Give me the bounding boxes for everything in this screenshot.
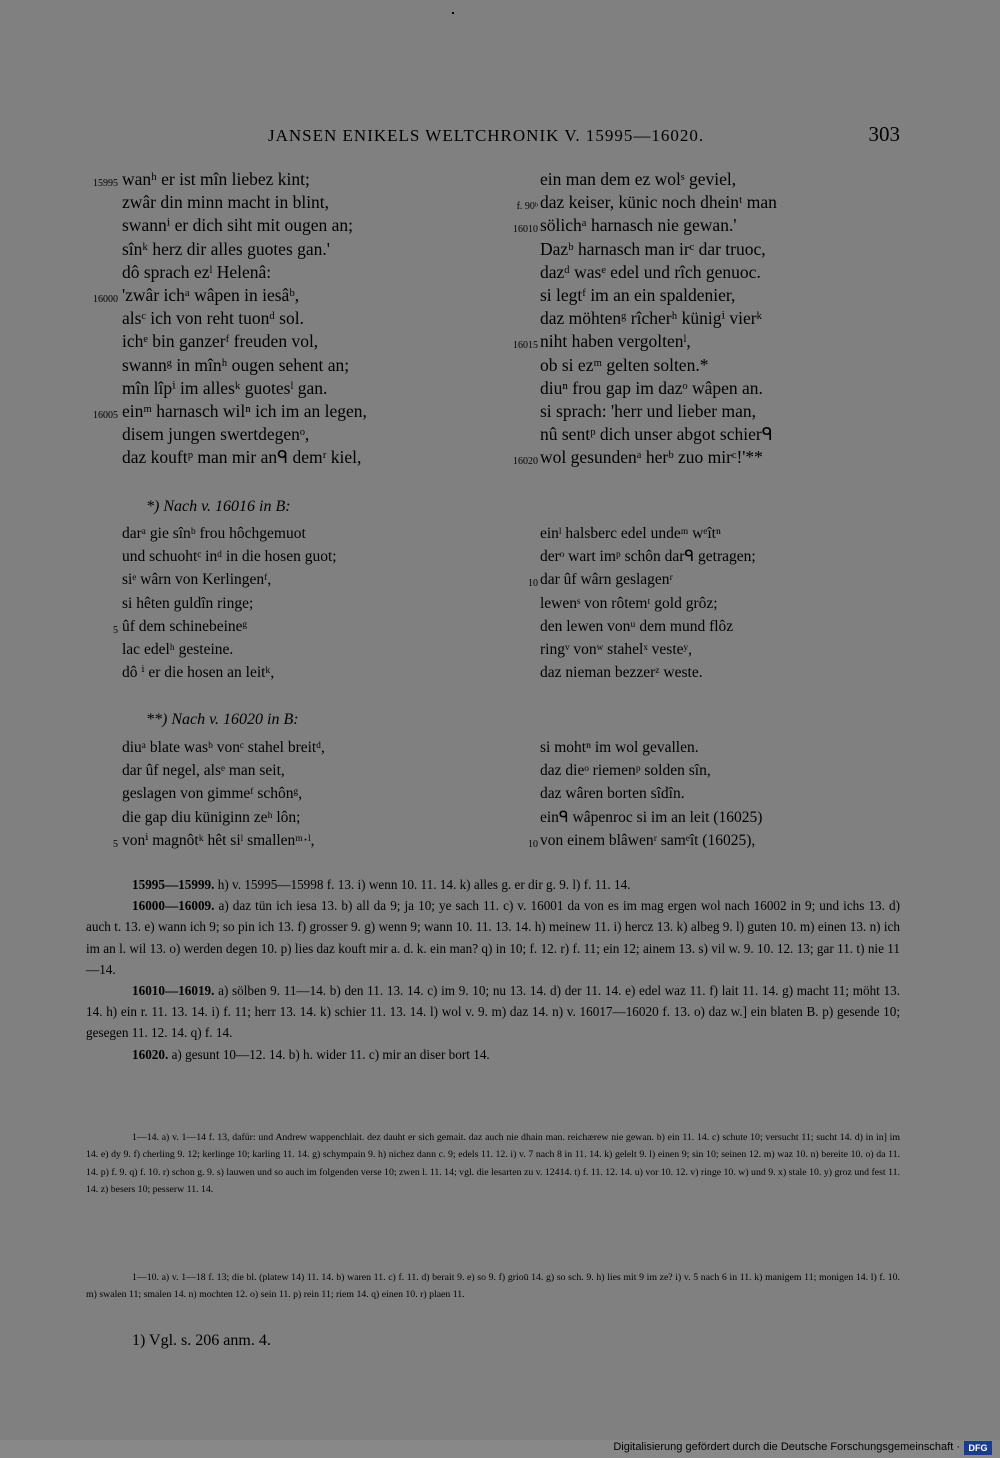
verse-number: 16015 xyxy=(513,340,538,352)
critical-apparatus xyxy=(86,874,900,1065)
verse-line xyxy=(540,238,777,261)
verse-line xyxy=(540,261,777,284)
verse-text: einˡ halsberc edel undeᵐ wᵉîtⁿ xyxy=(540,525,721,542)
verse-number: 15995 xyxy=(93,178,118,189)
footer-funding-text: Digitalisierung gefördert durch die Deutsche Forschungsgemeinschaft · xyxy=(613,1441,960,1453)
verse-text: daz nieman bezzerᶻ weste. xyxy=(540,664,703,682)
verse-text: si sprach: 'herr und lieber man, xyxy=(540,400,756,421)
verse-text: dar ûf wârn geslagenʳ xyxy=(540,571,673,589)
verse-number: 10 xyxy=(528,838,538,850)
verse-text: si legtᶠ im an ein spaldenier, xyxy=(540,284,736,305)
note1-column-left xyxy=(113,522,337,684)
verse-line xyxy=(122,545,337,568)
verse-line xyxy=(513,446,777,469)
verse-line xyxy=(93,400,367,423)
verse-line xyxy=(540,759,762,782)
verse-text: daz keiser, künic noch dheinᵗ man xyxy=(540,192,777,213)
verse-line xyxy=(113,615,337,638)
note1-column-right xyxy=(528,522,756,684)
verse-text: einᑫ wâpenroc si im an leit (16025) xyxy=(540,808,763,826)
verse-line xyxy=(540,736,762,759)
speck xyxy=(452,12,454,14)
verse-number: 10 xyxy=(528,578,538,590)
verse-text: ringᵛ vonʷ stahelˣ vesteʸ, xyxy=(540,640,692,658)
apparatus-text: a) sölben 9. 11—14. b) den 11. 13. 14. c) im 9. 10; nu 13. 14. d) der 11. 14. e) edel waz 11. f) lait 11. 14. g) macht 11; möht 13. 14. h) ein r. 11. 13. 14. i) f. 11; herr 13. 14. k) schier 11. 13. 14. l) wol v. 9. m) daz 14. n) v. 16017—16020 f. 13. o) daz w.] ein blaten B. p) gesende 10; gesegen 11. 12. 14. q) f. 14. xyxy=(86,983,900,1041)
verse-line xyxy=(540,806,762,829)
verse-text: si mohtⁿ im wol gevallen. xyxy=(540,739,699,756)
verse-text: von einem blâwenʳ samᵉît (16025), xyxy=(540,831,756,849)
variant-paragraph: 1—14. a) v. 1—14 f. 13, dafür: und Andrew wappenchlait. dez dauht er sich gemait. daz auch nie dhain man. reichærew nie gewan. b) ein 11. 14. c) schute 10; versucht 11; sucht 14. d) in in] im 14. e) dy 9. f) cherling 9. 12; kerlinge 10; karling 11. 14. g) schympain 9. h) nichez dann c. 9; edels 11. 12. i) v. 7 nach 8 in 11. 14. k) gelelt 9. l) einen 9; sin 10; seinen 12. m) waz 10. n) bereite 10. o) da 11. 14. p) f. 9. q) f. 10. r) schon g. 9. s) lauwen und so auch im folgenden verse 10; zwen l. 11. 14; vgl. die lesarten zu v. 12414. t) f. 11. 12. 14. u) vor 10. 12. v) ringe 10. w) und 9. x) stale 10. y) groz und fest 11. 14. z) besers 10; pesserw 11. 14. xyxy=(86,1132,900,1195)
verse-text: siᵉ wârn von Kerlingenᶠ, xyxy=(122,571,272,589)
footer-bar xyxy=(0,1440,1000,1458)
verse-line xyxy=(122,191,367,214)
verse-line xyxy=(540,377,777,400)
apparatus-entry xyxy=(86,980,900,1044)
verse-text: swannⁱ er dich siht mit ougen an; xyxy=(122,215,353,236)
verse-line xyxy=(540,522,756,545)
verse-line xyxy=(540,638,756,661)
verse-line xyxy=(540,354,777,377)
verse-text: niht haben vergoltenˡ, xyxy=(540,331,691,352)
verse-number: f. 90ᵇ xyxy=(516,201,538,213)
verse-line xyxy=(540,782,762,805)
page-number: 303 xyxy=(868,122,900,146)
verse-text: lac edelʰ gesteine. xyxy=(122,640,234,658)
verse-column-left xyxy=(93,168,367,469)
verse-number: 5 xyxy=(113,624,118,636)
apparatus-text: a) daz tün ich iesa 13. b) all da 9; ja 10; ye sach 11. c) v. 16001 da von es im mag ergen wol nach 16002 in 9; und ichs 13. d) auch t. 13. e) wann ich 9; so pin ich 13. f) grosser 9. g) wenn 9; wann 10. 11. 13. 14. h) meinew 11. i) hercz 13. k) albeg 9. l) guten 10. m) einen 13. n) ich im an l. wil 13. o) werden degen 10. p) lies daz kouft mir a. d. k. ein man? q) in 10; f. 12. r) f. 11; ein 12; ainem 13. s) vil w. 9. 10. 12. 13; gar 11. t) nie 11—14. xyxy=(86,898,901,977)
verse-text: darᵃ gie sînᵇ frou hôchgemuot xyxy=(122,525,306,542)
verse-text: swannᵍ in mînʰ ougen sehent an; xyxy=(122,354,350,375)
verse-text: wol gesundenᵃ herᵇ zuo mirᶜ!'** xyxy=(540,447,763,468)
note2-column-right xyxy=(528,736,763,852)
running-header xyxy=(0,122,1000,152)
verse-text: daz kouftᵖ man mir anᑫ demʳ kiel, xyxy=(122,447,362,468)
verse-line xyxy=(122,568,337,591)
verse-text: dar ûf negel, alsᵉ man seit, xyxy=(122,762,285,780)
verse-text: sînᵏ herz dir alles guotes gan.' xyxy=(122,238,330,259)
verse-line xyxy=(540,615,756,638)
verse-line xyxy=(122,782,325,805)
note1-variants xyxy=(86,1129,900,1198)
note2-variants xyxy=(86,1269,900,1304)
verse-text: mîn lîpⁱ im allesᵏ guotesˡ gan. xyxy=(122,377,328,398)
verse-text: zwâr din minn macht in blint, xyxy=(122,192,330,213)
note2-heading: **) Nach v. 16020 in B: xyxy=(146,711,299,728)
verse-line xyxy=(122,638,337,661)
apparatus-text: h) v. 15995—15998 f. 13. i) wenn 10. 11. 14. k) alles g. er dir g. 9. l) f. 11. 14. xyxy=(217,877,631,892)
verse-text: 'zwâr ichᵃ wâpen in iesâᵇ, xyxy=(122,284,300,305)
note1-heading: *) Nach v. 16016 in B: xyxy=(146,498,291,515)
verse-line xyxy=(122,806,325,829)
verse-line xyxy=(122,759,325,782)
verse-text: ein man dem ez wolˢ geviel, xyxy=(540,169,737,189)
verse-line xyxy=(540,168,777,191)
verse-line xyxy=(540,284,777,307)
verse-line xyxy=(93,284,367,307)
verse-line xyxy=(122,423,367,446)
verse-text: ûf dem schinebeineᵍ xyxy=(122,617,248,635)
verse-line xyxy=(540,592,756,615)
footnote: 1) Vgl. s. 206 anm. 4. xyxy=(132,1332,271,1349)
verse-text: diuᵃ blate wasᵇ vonᶜ stahel breitᵈ, xyxy=(122,739,325,756)
verse-text: dô sprach ezˡ Helenâ: xyxy=(122,261,272,282)
verse-line xyxy=(540,423,777,446)
verse-line xyxy=(513,330,777,353)
verse-text: geslagen von gimmeᶠ schônᵍ, xyxy=(122,785,303,803)
running-title: JANSEN ENIKELS WELTCHRONIK V. 15995—16020. xyxy=(268,126,705,145)
verse-line xyxy=(122,307,367,330)
apparatus-text: a) gesunt 10—12. 14. b) h. wider 11. c) mir an diser bort 14. xyxy=(171,1046,490,1062)
verse-line xyxy=(540,661,756,684)
verse-text: sölichᵃ harnasch nie gewan.' xyxy=(540,215,737,236)
verse-line xyxy=(513,214,777,237)
verse-line xyxy=(122,238,367,261)
verse-number: 16020 xyxy=(513,456,538,468)
verse-text: ob si ezᵐ gelten solten.* xyxy=(540,354,709,375)
verse-line xyxy=(528,568,756,591)
apparatus-lead: 16000—16009. xyxy=(132,898,215,914)
verse-text: daz dieᵒ riemenᵖ solden sîn, xyxy=(540,762,711,780)
verse-line xyxy=(516,191,777,214)
verse-text: diuⁿ frou gap im dazᵒ wâpen an. xyxy=(540,377,763,398)
verse-number: 16000 xyxy=(93,293,118,305)
verse-line xyxy=(122,736,325,759)
verse-number: 16005 xyxy=(93,409,118,421)
verse-text: disem jungen swertdegenᵒ, xyxy=(122,424,310,445)
apparatus-entry xyxy=(86,1044,900,1065)
verse-line xyxy=(122,446,367,469)
apparatus-entry xyxy=(86,895,900,980)
verse-text: die gap diu küniginn zeʰ lôn; xyxy=(122,808,301,826)
variant-paragraph: 1—10. a) v. 1—18 f. 13; die bl. (platew 14) 11. 14. b) waren 11. c) f. 11. d) berait 9. e) so 9. f) grioū 14. g) so sch. 9. h) lies mit 9 im ze? i) v. 5 nach 6 in 11. k) manigem 11; monigen 14. l) f. 10. m) swalen 11; smalen 14. n) mochten 12. o) sein 11. p) rein 11; riem 14. q) einen 10. r) plaen 11. xyxy=(86,1272,900,1301)
verse-text: Dazᵇ harnasch man irᶜ dar truoc, xyxy=(540,238,766,259)
verse-line xyxy=(540,307,777,330)
dfg-logo: DFG xyxy=(964,1441,992,1455)
verse-text: dô ⁱ er die hosen an leitᵏ, xyxy=(122,664,275,682)
verse-column-right xyxy=(513,168,777,469)
verse-text: si hêten guldîn ringe; xyxy=(122,594,254,612)
verse-text: und schuohtᶜ inᵈ in die hosen guot; xyxy=(122,548,337,566)
note2-column-left xyxy=(113,736,325,852)
verse-line xyxy=(122,330,367,353)
verse-line xyxy=(122,354,367,377)
verse-line xyxy=(122,592,337,615)
verse-line xyxy=(528,829,762,852)
verse-line xyxy=(122,377,367,400)
verse-line xyxy=(540,400,777,423)
verse-line xyxy=(93,168,367,191)
verse-number: 16010 xyxy=(513,224,538,236)
apparatus-lead: 16020. xyxy=(132,1046,169,1062)
apparatus-lead: 16010—16019. xyxy=(132,983,215,999)
verse-text: vonⁱ magnôtᵏ hêt siˡ smallenᵐ·ˡ, xyxy=(122,831,315,849)
verse-text: einᵐ harnasch wilⁿ ich im an legen, xyxy=(122,400,367,421)
verse-number: 5 xyxy=(113,838,118,850)
verse-line xyxy=(113,829,325,852)
apparatus-entry xyxy=(86,874,900,895)
verse-text: dazᵈ wasᵉ edel und rîch genuoc. xyxy=(540,261,761,282)
verse-line xyxy=(122,261,367,284)
verse-text: wanʰ er ist mîn liebez kint; xyxy=(122,169,310,189)
verse-line xyxy=(122,522,337,545)
verse-line xyxy=(122,214,367,237)
verse-line xyxy=(122,661,337,684)
verse-text: lewenˢ von rôtemᵗ gold grôz; xyxy=(540,594,718,612)
apparatus-lead: 15995—15999. xyxy=(132,877,215,892)
verse-text: daz möhtenᵍ rîcherʰ künigⁱ vierᵏ xyxy=(540,308,763,329)
verse-text: nû sentᵖ dich unser abgot schierᑫ xyxy=(540,424,773,445)
verse-text: derᵒ wart imᵖ schôn darᑫ getragen; xyxy=(540,548,756,566)
verse-text: den lewen vonᵘ dem mund flôz xyxy=(540,617,734,635)
verse-line xyxy=(540,545,756,568)
verse-text: ichᵉ bin ganzerᶠ freuden vol, xyxy=(122,331,319,352)
verse-text: daz wâren borten sîdîn. xyxy=(540,785,685,803)
verse-text: alsᶜ ich von reht tuonᵈ sol. xyxy=(122,308,304,329)
